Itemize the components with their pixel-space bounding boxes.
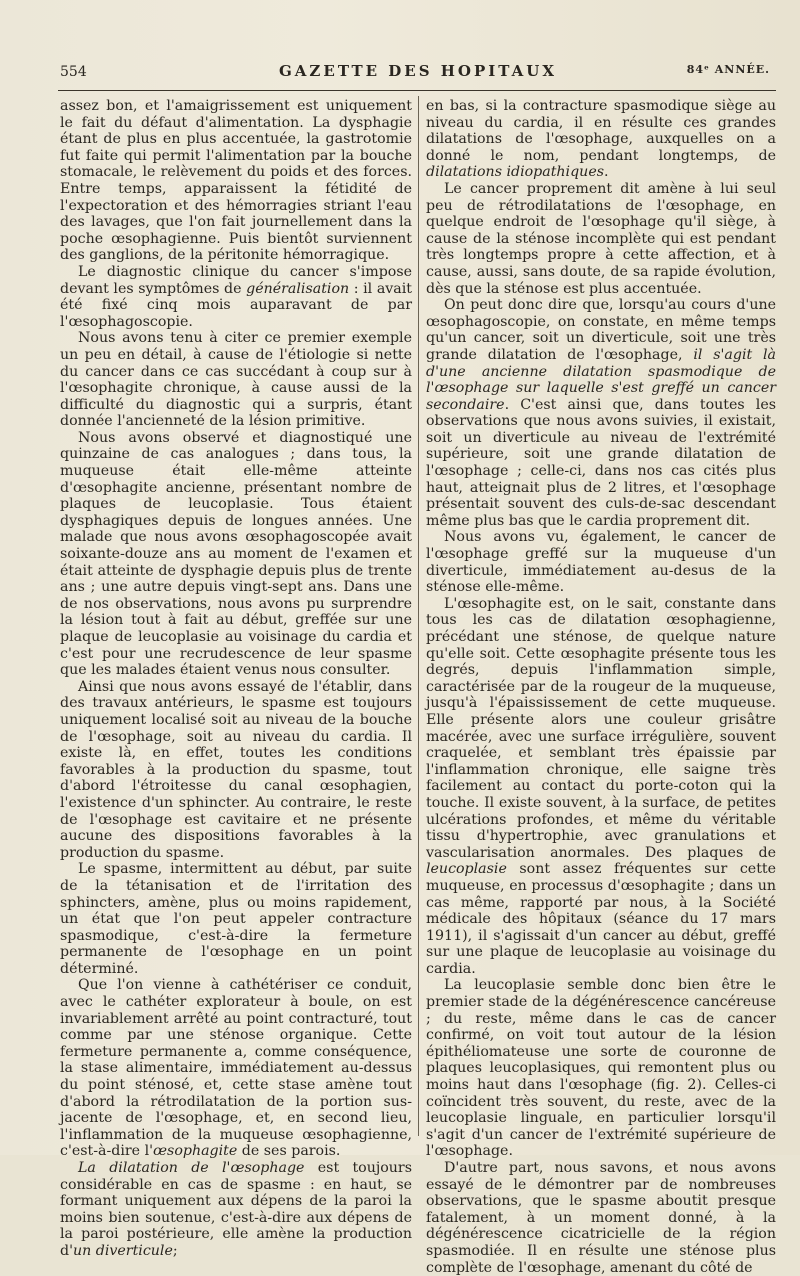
text-run: : il avait été fixé cinq mois auparavant de par l'œsophagoscopie. xyxy=(60,280,412,330)
text-run: Le diagnostic clinique du cancer s'impose devant les symptômes de xyxy=(60,263,412,297)
text-run: ; xyxy=(172,1242,178,1259)
italic-text: œsophagite xyxy=(153,1143,238,1160)
paragraph xyxy=(60,977,412,1160)
right-column xyxy=(426,98,776,1276)
paragraph xyxy=(426,596,776,978)
text-run: sont assez fréquentes sur cette muqueuse, en processus d'œsophagite ; dans un cas même, rapporté par nous, à la Société médicale des hôpitaux (séance du 17 mars 1911), il s'agissait d'un cancer au début, greffé sur une plaque de leucoplasie au voisinage du cardia. xyxy=(426,861,776,977)
page-header xyxy=(54,58,782,88)
paragraph xyxy=(426,1160,776,1276)
paragraph xyxy=(60,98,412,264)
header-rule xyxy=(58,90,776,91)
paragraph xyxy=(60,1160,412,1260)
text-run: Nous avons vu, également, le cancer de l'œsophage greffé sur la muqueuse d'un diverticule, immédiatement au-desus de la sténose elle-même. xyxy=(426,529,776,596)
italic-text: leucoplasie xyxy=(426,861,507,878)
text-run: . xyxy=(604,164,609,181)
text-run: La leucoplasie semble donc bien être le premier stade de la dégénérescence cancéreuse ; du reste, même dans le cas de cancer confirmé, on voit tout autour de la lésion épithéliomateuse une sorte de couronne de plaques leucoplasiques, qui remontent plus ou moins haut dans l'œsophage (fig. 2). Celles-ci coïncident très souvent, du reste, avec de la leucoplasie linguale, en particulier lorsqu'il s'agit d'un cancer de l'extrémité supérieure de l'œsophage. xyxy=(426,977,776,1160)
paragraph xyxy=(60,861,412,977)
paragraph xyxy=(60,430,412,679)
text-run: de ses parois. xyxy=(237,1143,341,1160)
paragraph xyxy=(426,181,776,297)
text-run: D'autre part, nous savons, et nous avons essayé de le démontrer par de nombreuses observations, que le spasme aboutit presque fatalement, à un moment donné, à la dégénérescence cicatricielle de la région spasmodiée. Il en résulte une sténose plus complète de l'œsophage, amenant du côté de xyxy=(426,1160,776,1276)
italic-text: il s'agit là d'une ancienne dilatation spasmodique de l'œsophage sur laquelle s'est greffé un cancer secondaire xyxy=(426,346,776,413)
text-run: Ainsi que nous avons essayé de l'établir, dans des travaux antérieurs, le spasme est toujours uniquement localisé soit au niveau de la bouche de l'œsophage, soit au niveau du cardia. Il existe là, en effet, toutes les conditions favorables à la production du spasme, tout d'abord l'étroitesse du canal œsophagien, l'existence d'un sphincter. Au contraire, le reste de l'œsophage est cavitaire et ne présente aucune des dispositions favorables à la production du spasme. xyxy=(60,678,412,861)
paragraph xyxy=(426,977,776,1160)
paragraph xyxy=(426,297,776,529)
paragraph xyxy=(426,98,776,181)
text-run: assez bon, et l'amaigrissement est uniquement le fait du défaut d'alimentation. La dysphagie étant de plus en plus accentuée, la gastrotomie fut faite qui permit l'alimentation par la bouche stomacale, le relèvement du poids et des forces. Entre temps, apparaissent la fétidité de l'expectoration et des hémorragies striant l'eau des lavages, que l'on fait journellement dans la poche œsophagienne. Puis bientôt surviennent des ganglions, de la péritonite hémorragique. xyxy=(60,98,412,264)
text-run: en bas, si la contracture spasmodique siège au niveau du cardia, il en résulte ces grandes dilatations de l'œsophage, auxquelles on a donné le nom, pendant longtemps, de xyxy=(426,98,776,164)
italic-text: un diverticule xyxy=(72,1242,173,1259)
running-title: GAZETTE DES HOPITAUX xyxy=(278,62,557,80)
volume-year: 84ᵉ ANNÉE. xyxy=(686,63,770,76)
paragraph xyxy=(60,330,412,430)
text-run: Nous avons observé et diagnostiqué une quinzaine de cas analogues ; dans tous, la muqueuse était elle-même atteinte d'œsophagite ancienne, présentant nombre de plaques de leucoplasie. Tous étaient dysphagiques depuis de longues années. Une malade que nous avons œsophagoscopée avait soixante-douze ans au moment de l'examen et était atteinte de dysphagie depuis plus de trente ans ; une autre depuis vingt-sept ans. Dans une de nos observations, nous avons pu surprendre la lésion tout à fait au début, greffée sur une plaque de leucoplasie au voisinage du cardia et c'est pour une recrudescence de leur spasme que les malades étaient venus nous consulter. xyxy=(60,429,412,679)
column-divider xyxy=(418,96,419,1136)
text-run: Le spasme, intermittent au début, par suite de la tétanisation et de l'irritation des sphincters, amène, plus ou moins rapidement, un état que l'on peut appeler contracture spasmodique, c'est-à-dire la fermeture permanente de l'œsophage en un point déterminé. xyxy=(60,861,412,977)
text-run: Que l'on vienne à cathétériser ce conduit, avec le cathéter explorateur à boule, on est invariablement arrêté au point contracturé, tout comme par une sténose organique. Cette fermeture permanente a, comme conséquence, la stase alimentaire, immédiatement au-dessus du point sténosé, et, cette stase amène tout d'abord la rétrodilatation de la portion sus-jacente de l'œsophage, et, en second lieu, l'inflammation de la muqueuse œsophagienne, c'est-à-dire l' xyxy=(60,977,412,1160)
paragraph xyxy=(60,264,412,330)
left-column xyxy=(60,98,412,1260)
text-run: . C'est ainsi que, dans toutes les observations que nous avons suivies, il existait, soit un diverticule au niveau de l'extrémité supérieure, soit une grande dilatation de l'œsophage ; celle-ci, dans nos cas cités plus haut, atteignait plus de 2 litres, et l'œsophage présentait souvent des culs-de-sac descendant même plus bas que le cardia proprement dit. xyxy=(426,396,776,529)
text-run: L'œsophagite est, on le sait, constante dans tous les cas de dilatation œsophagienne, précédant une sténose, de quelque nature qu'elle soit. Cette œsophagite présente tous les degrés, depuis l'inflammation simple, caractérisée par de la rougeur de la muqueuse, jusqu'à l'épaississement de cette muqueuse. Elle présente alors une couleur grisâtre macérée, avec une surface irrégulière, souvent craquelée, et semblant très épaissie par l'inflammation chronique, elle saigne très facilement au contact du porte-coton qui la touche. Il existe souvent, à la surface, de petites ulcérations profondes, et même du véritable tissu d'hypertrophie, avec granulations et vascularisation anormales. Des plaques de xyxy=(426,595,776,861)
italic-text: dilatations idiopathiques xyxy=(426,164,604,181)
text-run: Nous avons tenu à citer ce premier exemple un peu en détail, à cause de l'étiologie si nette du cancer dans ce cas succédant à coup sur à l'œsophagite chronique, à cause aussi de la difficulté du diagnostic qui a surpris, étant donnée l'ancienneté de la lésion primitive. xyxy=(60,330,412,430)
italic-text: La dilatation de l'œsophage xyxy=(78,1160,305,1176)
italic-text: généralisation xyxy=(246,280,350,297)
page-number: 554 xyxy=(60,64,87,80)
text-run: Le cancer proprement dit amène à lui seul peu de rétrodilatations de l'œsophage, en quelque endroit de l'œsophage qu'il siège, à cause de la sténose incomplète qui est pendant très longtemps propre à cette affection, et à cause, aussi, sans doute, de sa rapide évolution, dès que la sténose est plus accentuée. xyxy=(426,180,776,297)
text-run: est toujours considérable en cas de spasme : en haut, se formant uniquement aux dépens de la paroi la moins bien soutenue, c'est-à-dire aux dépens de la paroi postérieure, elle amène la production d' xyxy=(60,1160,412,1259)
paragraph xyxy=(60,679,412,862)
text-run: On peut donc dire que, lorsqu'au cours d'une œsophagoscopie, on constate, en même temps qu'un cancer, soit un diverticule, soit une très grande dilatation de l'œsophage, xyxy=(426,297,776,363)
paragraph xyxy=(426,529,776,595)
